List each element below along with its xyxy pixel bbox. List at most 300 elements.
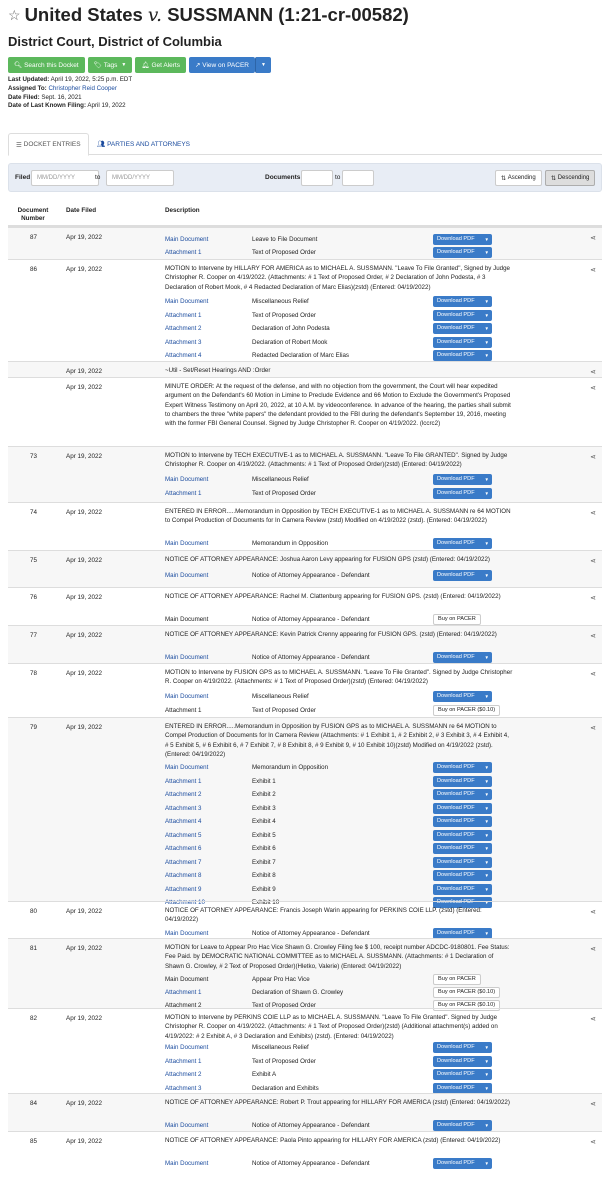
col-doc-number: Document Number — [17, 207, 49, 222]
document-link: Main Document — [165, 616, 209, 623]
search-icon: 🔍︎ — [14, 62, 25, 69]
document-description: Memorandum in Opposition — [252, 540, 329, 547]
download-pdf-button[interactable] — [433, 928, 492, 939]
document-link[interactable]: Attachment 4 — [165, 818, 202, 825]
document-description: Exhibit A — [252, 1071, 277, 1078]
buy-on-pacer-button[interactable]: Buy on PACER — [433, 614, 481, 625]
entry-description: NOTICE OF ATTORNEY APPEARANCE: Francis Joseph Warin appearing for PERKINS COIE LLP. (zstd) (Entered: 04/19/2022) — [165, 907, 482, 924]
view-on-pacer-button[interactable]: ↗ View on PACER — [189, 57, 255, 73]
document-item — [165, 803, 595, 816]
entry-date: Apr 19, 2022 — [66, 266, 103, 273]
tag-icon: 🏷︎ — [93, 62, 104, 69]
documents-to-input[interactable] — [342, 170, 374, 186]
entry-number: 74 — [30, 509, 38, 516]
share-icon[interactable]: ⋖ — [590, 595, 596, 602]
entry-number: 80 — [30, 908, 38, 915]
download-pdf-button[interactable] — [433, 488, 492, 499]
users-icon: 👥︎ — [97, 141, 108, 148]
table-row — [8, 377, 602, 446]
document-description: Appear Pro Hac Vice — [252, 976, 310, 983]
get-alerts-button[interactable]: 🔔︎ Get Alerts — [135, 57, 186, 73]
document-item — [165, 310, 595, 323]
entry-date: Apr 19, 2022 — [66, 594, 103, 601]
document-link[interactable]: Main Document — [165, 236, 209, 243]
document-description: Declaration and Exhibits — [252, 1085, 319, 1092]
document-description: Declaration of Shawn G. Crowley — [252, 989, 344, 996]
download-pdf-label: Download PDF — [437, 339, 475, 346]
sort-icon: ⇅ — [551, 175, 558, 182]
download-pdf-label: Download PDF — [437, 899, 475, 906]
document-link[interactable]: Attachment 3 — [165, 339, 202, 346]
download-pdf-button[interactable] — [433, 538, 492, 549]
document-link: Attachment 2 — [165, 1002, 202, 1009]
download-pdf-label: Download PDF — [437, 1160, 475, 1167]
chevron-down-icon: ▼ — [484, 654, 489, 660]
document-link: Attachment 1 — [165, 707, 202, 714]
download-pdf-label: Download PDF — [437, 791, 475, 798]
table-row — [8, 550, 602, 587]
document-description: Notice of Attorney Appearance - Defendant — [252, 1122, 370, 1129]
chevron-down-icon: ▼ — [484, 845, 489, 851]
document-link[interactable]: Attachment 5 — [165, 832, 202, 839]
document-link[interactable]: Main Document — [165, 572, 209, 579]
download-pdf-button[interactable] — [433, 474, 492, 485]
entry-date: Apr 19, 2022 — [66, 1100, 103, 1107]
document-link[interactable]: Main Document — [165, 693, 209, 700]
share-icon[interactable]: ⋖ — [590, 1016, 596, 1023]
chevron-down-icon: ▼ — [484, 693, 489, 699]
sort-icon: ⇅ — [501, 175, 508, 182]
entry-description: MOTION to Intervene by FUSION GPS as to MICHAEL A. SUSSMANN. "Leave To File Granted". Signed by Judge Christopher R. Cooper on 4/19/2022. (Attachments: # 1 Text of Proposed Order)(zstd) (Entered: 04/19/2022) — [165, 669, 513, 686]
filed-label: Filed — [15, 174, 31, 181]
table-row — [8, 901, 602, 938]
entry-date: Apr 19, 2022 — [66, 945, 103, 952]
document-description: Miscellaneous Relief — [252, 1044, 309, 1051]
col-description: Description — [165, 207, 200, 214]
chevron-down-icon: ▼ — [484, 764, 489, 770]
document-link[interactable]: Attachment 9 — [165, 886, 202, 893]
document-link[interactable]: Main Document — [165, 764, 209, 771]
document-link[interactable]: Attachment 3 — [165, 1085, 202, 1092]
document-description: Notice of Attorney Appearance - Defendant — [252, 572, 370, 579]
entry-description: NOTICE OF ATTORNEY APPEARANCE: Joshua Aaron Levy appearing for FUSION GPS (zstd) (Entered: 04/19/2022) — [165, 556, 490, 563]
document-item — [165, 570, 595, 583]
chevron-down-icon: ▼ — [121, 62, 127, 68]
chevron-down-icon: ▼ — [484, 540, 489, 546]
entry-number: 82 — [30, 1015, 38, 1022]
tab-parties-attorneys[interactable]: 👥︎ PARTIES AND ATTORNEYS — [97, 140, 191, 148]
chevron-down-icon: ▼ — [484, 886, 489, 892]
download-pdf-label: Download PDF — [437, 805, 475, 812]
buy-on-pacer-button[interactable]: Buy on PACER ($0.10) — [433, 1000, 500, 1011]
document-description: Redacted Declaration of Marc Elias — [252, 352, 349, 359]
entry-description: NOTICE OF ATTORNEY APPEARANCE: Paola Pinto appearing for HILLARY FOR AMERICA (zstd) (Entered: 04/19/2022) — [165, 1137, 501, 1144]
download-pdf-label: Download PDF — [437, 249, 475, 256]
chevron-down-icon: ▼ — [484, 859, 489, 865]
download-pdf-label: Download PDF — [437, 1058, 475, 1065]
chevron-down-icon: ▼ — [484, 1071, 489, 1077]
tags-button[interactable]: 🏷︎ Tags ▼ — [88, 57, 133, 73]
last-updated: Last Updated: April 19, 2022, 5:25 p.m. EDT — [8, 76, 133, 83]
table-row — [8, 227, 602, 259]
download-pdf-label: Download PDF — [437, 572, 475, 579]
entry-date: Apr 19, 2022 — [66, 234, 103, 241]
entry-number: 79 — [30, 724, 38, 731]
document-description: Exhibit 10 — [252, 899, 280, 906]
download-pdf-button[interactable] — [433, 1158, 492, 1169]
share-icon[interactable]: ⋖ — [590, 671, 596, 678]
table-header — [8, 201, 602, 227]
col-date-filed: Date Filed — [66, 207, 97, 214]
buy-on-pacer-button[interactable]: Buy on PACER ($0.10) — [433, 705, 500, 716]
entry-number: 75 — [30, 557, 38, 564]
entry-description: ENTERED IN ERROR.....Memorandum in Opposition by TECH EXECUTIVE-1 as to MICHAEL A. SUSSMANN re 64 MOTION to Compel Production of Documents for In Camera Review (zstd) Modified on 4/19/2022 (zstd). (Entered: 04/19/2022) — [165, 508, 511, 525]
table-row — [8, 1093, 602, 1131]
document-link[interactable]: Attachment 1 — [165, 778, 202, 785]
document-item — [165, 337, 595, 350]
document-description: Exhibit 9 — [252, 886, 276, 893]
entry-date: Apr 19, 2022 — [66, 1138, 103, 1145]
document-item — [165, 884, 595, 897]
document-link[interactable]: Attachment 4 — [165, 352, 202, 359]
entry-date: Apr 19, 2022 — [66, 557, 103, 564]
download-pdf-button[interactable] — [433, 234, 492, 245]
download-pdf-label: Download PDF — [437, 236, 475, 243]
table-row — [8, 663, 602, 717]
document-link[interactable]: Main Document — [165, 1044, 209, 1051]
judge-link[interactable]: Christopher Reid Cooper — [48, 84, 117, 92]
last-filing: Date of Last Known Filing: April 19, 2022 — [8, 102, 126, 110]
download-pdf-label: Download PDF — [437, 298, 475, 305]
document-description: Exhibit 7 — [252, 859, 276, 866]
document-item — [165, 296, 595, 309]
document-item — [165, 1042, 595, 1055]
filed-from-input[interactable]: MM/DD/YYYY — [31, 170, 99, 186]
document-link[interactable]: Main Document — [165, 930, 209, 937]
chevron-down-icon: ▼ — [484, 490, 489, 496]
document-description: Exhibit 8 — [252, 872, 276, 879]
document-description: Text of Proposed Order — [252, 1002, 316, 1009]
download-pdf-label: Download PDF — [437, 1122, 475, 1129]
download-pdf-label: Download PDF — [437, 1071, 475, 1078]
chevron-down-icon: ▼ — [484, 339, 489, 345]
document-link[interactable]: Attachment 3 — [165, 805, 202, 812]
chevron-down-icon: ▼ — [484, 236, 489, 242]
document-description: Notice of Attorney Appearance - Defendant — [252, 616, 370, 623]
entry-date: Apr 19, 2022 — [66, 670, 103, 677]
chevron-down-icon: ▼ — [484, 791, 489, 797]
document-link[interactable]: Attachment 2 — [165, 1071, 202, 1078]
chevron-down-icon: ▼ — [484, 930, 489, 936]
download-pdf-label: Download PDF — [437, 325, 475, 332]
share-icon[interactable]: ⋖ — [590, 633, 596, 640]
download-pdf-button[interactable] — [433, 652, 492, 663]
chevron-down-icon: ▼ — [484, 872, 489, 878]
tab-docket-entries[interactable]: ☰ DOCKET ENTRIES — [8, 133, 89, 156]
table-row — [8, 1131, 602, 1191]
document-description: Memorandum in Opposition — [252, 764, 329, 771]
table-row — [8, 361, 602, 377]
entry-description: NOTICE OF ATTORNEY APPEARANCE: Kevin Patrick Crenny appearing for FUSION GPS. (zstd) (Entered: 04/19/2022) — [165, 631, 497, 638]
entry-date: Apr 19, 2022 — [66, 724, 103, 731]
download-pdf-label: Download PDF — [437, 693, 475, 700]
share-icon[interactable]: ⋖ — [590, 510, 596, 517]
document-description: Text of Proposed Order — [252, 1058, 316, 1065]
entry-description: ENTERED IN ERROR.....Memorandum in Opposition by FUSION GPS as to MICHAEL A. SUSSMANN re 64 MOTION to Compel Production of Documents for In Camera Review (Attachments: # 1 Exhibit 1, # 2 Exhibit 2, # 3 Exhibit 3, # 4 Exhibit 4, # 5 Exhibit 5, # 6 Exhibit 6, # 7 Exhibit 7, # 8 Exhibit 8, # 9 Exhibit 9, # 10 Exhibit 10)(zstd) Modified on 4/19/2022 (zstd). (Entered: 04/19/2022) — [165, 723, 509, 758]
entry-description: MINUTE ORDER: At the request of the defense, and with no objection from the government, the Court will hear expedited argument on the Defendant's 60 Motion in Limine to Preclude Evidence and 66 Motion to Exclude the Government's Proposed Expert Witness Testimony on April 20, 2022, at 10 A.M. by videoconference. In advance of the hearing, the parties shall submit to chambers the three "white papers" the defendant provided to the FBI during the defendant's September 19, 2016, meeting with the former FBI General Counsel. Signed by Judge Christopher R. Cooper on 4/19/2022. (lccrc2) — [165, 383, 511, 428]
entry-number: 87 — [30, 234, 38, 241]
document-item — [165, 830, 595, 843]
document-description: Declaration of Robert Mook — [252, 339, 328, 346]
buy-on-pacer-button[interactable]: Buy on PACER ($0.10) — [433, 987, 500, 998]
download-pdf-button[interactable] — [433, 570, 492, 581]
external-link-icon: ↗ — [194, 62, 203, 69]
download-pdf-button[interactable] — [433, 843, 492, 854]
document-item — [165, 1069, 595, 1082]
document-description: Miscellaneous Relief — [252, 298, 309, 305]
entry-description: NOTICE OF ATTORNEY APPEARANCE: Rachel M. Clattenburg appearing for FUSION GPS. (zstd) (Entered: 04/19/2022) — [165, 593, 501, 600]
search-docket-button[interactable]: 🔍︎ Search this Docket — [8, 57, 85, 73]
entry-date: Apr 19, 2022 — [66, 368, 103, 375]
document-item — [165, 488, 595, 501]
document-item — [165, 762, 595, 775]
document-description: Text of Proposed Order — [252, 249, 316, 256]
document-description: Exhibit 4 — [252, 818, 276, 825]
document-link[interactable]: Main Document — [165, 476, 209, 483]
download-pdf-label: Download PDF — [437, 872, 475, 879]
share-icon[interactable]: ⋖ — [590, 235, 596, 242]
download-pdf-button[interactable] — [433, 776, 492, 787]
chevron-down-icon: ▼ — [484, 1085, 489, 1091]
documents-from-input[interactable] — [301, 170, 333, 186]
entry-description: NOTICE OF ATTORNEY APPEARANCE: Robert P. Trout appearing for HILLARY FOR AMERICA (zstd) (Entered: 04/19/2022) — [165, 1099, 510, 1106]
download-pdf-label: Download PDF — [437, 540, 475, 547]
list-icon: ☰ — [16, 141, 24, 149]
star-icon[interactable]: ☆ — [8, 6, 21, 23]
entry-number: 85 — [30, 1138, 38, 1145]
entry-number: 81 — [30, 945, 38, 952]
download-pdf-label: Download PDF — [437, 818, 475, 825]
download-pdf-label: Download PDF — [437, 764, 475, 771]
chevron-down-icon: ▼ — [260, 62, 266, 68]
entry-number: 86 — [30, 266, 38, 273]
chevron-down-icon: ▼ — [484, 1058, 489, 1064]
document-description: Exhibit 3 — [252, 805, 276, 812]
download-pdf-button[interactable] — [433, 247, 492, 258]
entry-description: MOTION to Intervene by PERKINS COIE LLP as to MICHAEL A. SUSSMANN. "Leave To File Granted". Signed by Judge Christopher R. Cooper on 4/19/2022. (Attachments: # 1 Text of Proposed Order)(zstd) (Additional attachment(s) added on 4/19/2022: # 2 Exhibit A, # 3 Declaration and Exhibits) (zstd). (Entered: 04/19/2022) — [165, 1014, 498, 1040]
download-pdf-label: Download PDF — [437, 930, 475, 937]
document-description: Notice of Attorney Appearance - Defendant — [252, 1160, 370, 1167]
document-item — [165, 1158, 595, 1171]
table-row — [8, 446, 602, 502]
chevron-down-icon: ▼ — [484, 818, 489, 824]
download-pdf-button[interactable] — [433, 296, 492, 307]
download-pdf-label: Download PDF — [437, 490, 475, 497]
document-item — [165, 691, 595, 704]
download-pdf-label: Download PDF — [437, 845, 475, 852]
document-link[interactable]: Attachment 1 — [165, 249, 202, 256]
chevron-down-icon: ▼ — [484, 476, 489, 482]
document-item — [165, 234, 595, 247]
chevron-down-icon: ▼ — [484, 805, 489, 811]
entry-description: MOTION to Intervene by TECH EXECUTIVE-1 as to MICHAEL A. SUSSMANN. "Leave To File GRANTED". Signed by Judge Christopher R. Cooper on 4/19/2022. (Attachments: # 1 Text of Proposed Order)(zstd) (Entered: 04/19/2022) — [165, 452, 508, 469]
share-icon[interactable]: ⋖ — [590, 558, 596, 565]
document-description: Text of Proposed Order — [252, 490, 316, 497]
entry-number: 77 — [30, 632, 38, 639]
document-item — [165, 987, 595, 1000]
chevron-down-icon: ▼ — [484, 899, 489, 905]
table-row — [8, 1008, 602, 1093]
ascending-button[interactable]: ⇅ Ascending — [495, 170, 542, 186]
document-description: Declaration of John Podesta — [252, 325, 330, 332]
document-item — [165, 843, 595, 856]
entry-description: MOTION for Leave to Appear Pro Hac Vice Shawn G. Crowley Filing fee $ 100, receipt number ADCDC-9180801. Fee Status: Fee Paid. by DEMOCRATIC NATIONAL COMMITTEE as to MICHAEL A. SUSSMANN. (Attachments: # 1 Declaration of Shawn G. Crowley, # 2 Text of Proposed Order)(Hletko, Valerie) (Entered: 04/19/2022) — [165, 944, 510, 970]
document-link[interactable]: Attachment 6 — [165, 845, 202, 852]
download-pdf-button[interactable] — [433, 323, 492, 334]
documents-label: Documents — [265, 174, 301, 181]
download-pdf-label: Download PDF — [437, 1085, 475, 1092]
share-icon[interactable]: ⋖ — [590, 1101, 596, 1108]
entry-date: Apr 19, 2022 — [66, 453, 103, 460]
download-pdf-button[interactable] — [433, 350, 492, 361]
document-item — [165, 816, 595, 829]
chevron-down-icon: ▼ — [484, 298, 489, 304]
share-icon[interactable]: ⋖ — [590, 385, 596, 392]
entry-date: Apr 19, 2022 — [66, 632, 103, 639]
download-pdf-button[interactable] — [433, 310, 492, 321]
entry-number: 76 — [30, 594, 38, 601]
share-icon[interactable]: ⋖ — [590, 267, 596, 274]
share-icon[interactable]: ⋖ — [590, 909, 596, 916]
document-link[interactable]: Attachment 1 — [165, 312, 202, 319]
download-pdf-button[interactable] — [433, 1042, 492, 1053]
document-link[interactable]: Attachment 2 — [165, 791, 202, 798]
document-link[interactable]: Attachment 1 — [165, 989, 202, 996]
download-pdf-label: Download PDF — [437, 859, 475, 866]
entry-description: MOTION to Intervene by HILLARY FOR AMERICA as to MICHAEL A. SUSSMANN. "Leave To File Granted", Signed by Judge Christopher R. Cooper on 4/19/2022. (Attachments: # 1 Text of Proposed Order, # 2 Declaration of John Podesta, # 3 Declaration of Robert Mook, # 4 Redacted Declaration of Marc Elias)(zstd) (Entered: 04/19/2022) — [165, 265, 510, 291]
document-link: Main Document — [165, 976, 209, 983]
share-icon[interactable]: ⋖ — [590, 369, 596, 376]
chevron-down-icon: ▼ — [484, 249, 489, 255]
share-icon[interactable]: ⋖ — [590, 725, 596, 732]
download-pdf-button[interactable] — [433, 1056, 492, 1067]
document-description: Miscellaneous Relief — [252, 476, 309, 483]
table-row — [8, 625, 602, 663]
chevron-down-icon: ▼ — [484, 572, 489, 578]
chevron-down-icon: ▼ — [484, 1122, 489, 1128]
document-link[interactable]: Attachment 7 — [165, 859, 202, 866]
document-description: Exhibit 5 — [252, 832, 276, 839]
download-pdf-button[interactable] — [433, 870, 492, 881]
download-pdf-button[interactable] — [433, 816, 492, 827]
download-pdf-button[interactable] — [433, 1069, 492, 1080]
document-description: Notice of Attorney Appearance - Defendant — [252, 654, 370, 661]
share-icon[interactable]: ⋖ — [590, 946, 596, 953]
download-pdf-button[interactable] — [433, 691, 492, 702]
chevron-down-icon: ▼ — [484, 1160, 489, 1166]
download-pdf-label: Download PDF — [437, 778, 475, 785]
document-link[interactable]: Main Document — [165, 654, 209, 661]
filter-bar — [8, 163, 602, 192]
download-pdf-button[interactable] — [433, 1083, 492, 1094]
document-description: Exhibit 6 — [252, 845, 276, 852]
entry-date: Apr 19, 2022 — [66, 1015, 103, 1022]
toolbar — [8, 57, 271, 73]
document-item — [165, 474, 595, 487]
chevron-down-icon: ▼ — [484, 1044, 489, 1050]
download-pdf-label: Download PDF — [437, 886, 475, 893]
document-link[interactable]: Attachment 1 — [165, 490, 202, 497]
chevron-down-icon: ▼ — [484, 778, 489, 784]
document-description: Exhibit 2 — [252, 791, 276, 798]
entry-number: 73 — [30, 453, 38, 460]
document-item — [165, 1056, 595, 1069]
download-pdf-button[interactable] — [433, 830, 492, 841]
download-pdf-button[interactable] — [433, 857, 492, 868]
entry-number: 84 — [30, 1100, 38, 1107]
download-pdf-button[interactable] — [433, 762, 492, 773]
download-pdf-button[interactable] — [433, 1120, 492, 1131]
case-metadata — [8, 76, 132, 111]
document-item — [165, 857, 595, 870]
view-on-pacer-group — [189, 57, 271, 73]
document-description: Exhibit 1 — [252, 778, 276, 785]
document-link[interactable]: Attachment 10 — [165, 899, 205, 906]
document-link[interactable]: Main Document — [165, 1122, 209, 1129]
tab-bar — [8, 133, 602, 155]
download-pdf-label: Download PDF — [437, 352, 475, 359]
document-description: Leave to File Document — [252, 236, 318, 243]
entry-date: Apr 19, 2022 — [66, 908, 103, 915]
share-icon[interactable]: ⋖ — [590, 1139, 596, 1146]
date-filed: Date Filed: Sept. 16, 2021 — [8, 93, 82, 101]
descending-button[interactable]: ⇅ Descending — [545, 170, 595, 186]
download-pdf-button[interactable] — [433, 884, 492, 895]
table-row — [8, 717, 602, 906]
entry-date: Apr 19, 2022 — [66, 509, 103, 516]
document-description: Notice of Attorney Appearance - Defendant — [252, 930, 370, 937]
document-item — [165, 789, 595, 802]
to-label: to — [95, 174, 101, 181]
download-pdf-button[interactable] — [433, 337, 492, 348]
download-pdf-button[interactable] — [433, 789, 492, 800]
entry-number: 78 — [30, 670, 38, 677]
document-link[interactable]: Attachment 2 — [165, 325, 202, 332]
entry-date: Apr 19, 2022 — [66, 384, 103, 391]
download-pdf-label: Download PDF — [437, 832, 475, 839]
document-link[interactable]: Attachment 1 — [165, 1058, 202, 1065]
document-link[interactable]: Main Document — [165, 298, 209, 305]
filed-to-input[interactable]: MM/DD/YYYY — [106, 170, 174, 186]
document-link[interactable]: Attachment 8 — [165, 872, 202, 879]
entry-description: ~Util - Set/Reset Hearings AND :Order — [165, 367, 271, 374]
document-link[interactable]: Main Document — [165, 1160, 209, 1167]
document-item — [165, 776, 595, 789]
buy-on-pacer-button[interactable]: Buy on PACER — [433, 974, 481, 985]
download-pdf-button[interactable] — [433, 803, 492, 814]
document-description: Text of Proposed Order — [252, 707, 316, 714]
table-row — [8, 502, 602, 550]
download-pdf-label: Download PDF — [437, 654, 475, 661]
court-name: District Court, District of Columbia — [8, 34, 222, 49]
document-link[interactable]: Main Document — [165, 540, 209, 547]
bell-icon: 🔔︎ — [141, 62, 152, 69]
chevron-down-icon: ▼ — [484, 325, 489, 331]
share-icon[interactable]: ⋖ — [590, 454, 596, 461]
table-row — [8, 259, 602, 361]
view-on-pacer-dropdown[interactable] — [255, 57, 271, 73]
page-title: United States v. SUSSMANN (1:21-cr-00582) — [24, 4, 409, 26]
